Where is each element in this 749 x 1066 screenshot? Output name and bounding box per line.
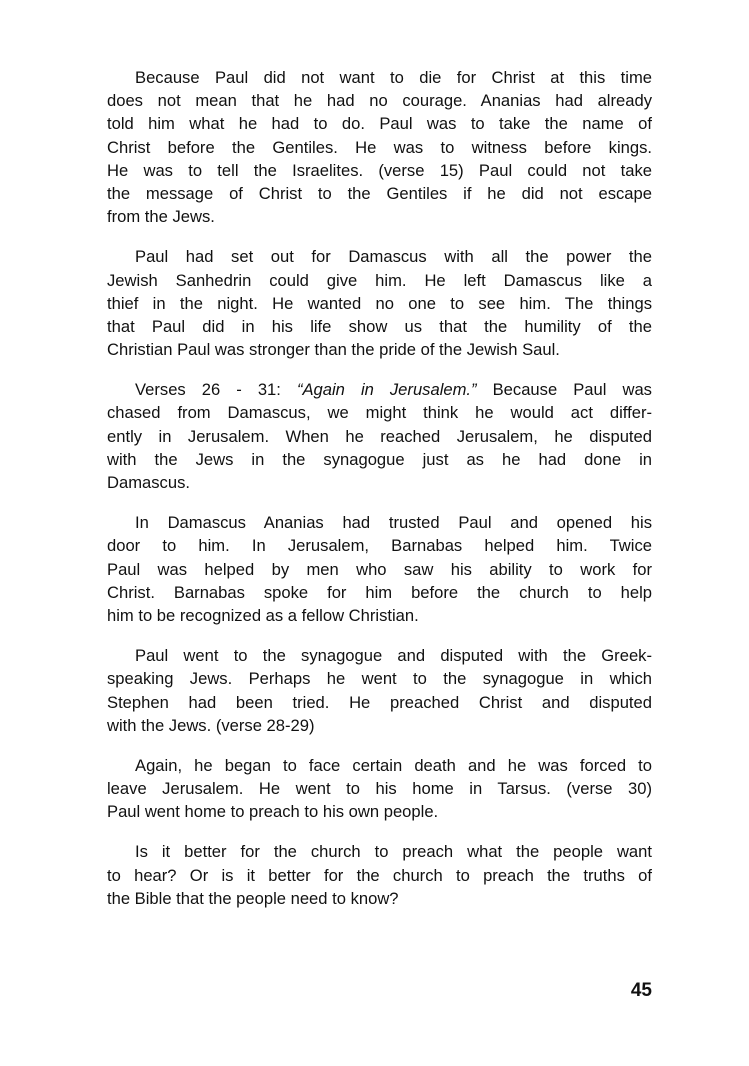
text-line bbox=[107, 667, 652, 690]
text-segment: Christ. Barnabas spoke for him before the church to help bbox=[107, 582, 652, 602]
text-segment: the Bible that the people need to know? bbox=[107, 888, 399, 908]
text-segment: ently in Jerusalem. When he reached Jerusalem, he disputed bbox=[107, 426, 652, 446]
text-line bbox=[107, 89, 652, 112]
italic-quote: “Again in Jerusalem.” bbox=[296, 380, 477, 400]
page-body bbox=[107, 66, 652, 927]
text-line bbox=[107, 159, 652, 182]
text-segment: thief in the night. He wanted no one to see him. The things bbox=[107, 293, 652, 313]
text-line bbox=[107, 754, 652, 777]
paragraph bbox=[107, 66, 652, 228]
text-segment: In Damascus Ananias had trusted Paul and opened his bbox=[135, 513, 652, 533]
paragraph bbox=[107, 245, 652, 361]
text-segment: with the Jews. (verse 28-29) bbox=[107, 715, 315, 735]
text-line bbox=[107, 691, 652, 714]
text-line bbox=[107, 66, 652, 89]
text-segment: him to be recognized as a fellow Christian. bbox=[107, 605, 419, 625]
text-line bbox=[107, 136, 652, 159]
text-line bbox=[107, 840, 652, 863]
text-segment: told him what he had to do. Paul was to take the name of bbox=[107, 114, 652, 134]
text-line bbox=[107, 401, 652, 424]
text-line bbox=[107, 378, 652, 401]
text-segment: Is it better for the church to preach what the people want bbox=[135, 842, 652, 862]
text-line bbox=[107, 425, 652, 448]
text-segment: speaking Jews. Perhaps he went to the synagogue in which bbox=[107, 669, 652, 689]
page-number: 45 bbox=[630, 980, 652, 1001]
text-line bbox=[107, 205, 652, 228]
text-segment: leave Jerusalem. He went to his home in Tarsus. (verse 30) bbox=[107, 779, 652, 799]
text-segment: Christ before the Gentiles. He was to witness before kings. bbox=[107, 137, 652, 157]
text-line bbox=[107, 777, 652, 800]
text-line bbox=[107, 315, 652, 338]
text-line bbox=[107, 644, 652, 667]
text-line bbox=[107, 604, 652, 627]
text-line bbox=[107, 511, 652, 534]
text-segment: Paul went home to preach to his own people. bbox=[107, 802, 439, 822]
text-segment: Because Paul was bbox=[476, 380, 652, 400]
text-line bbox=[107, 471, 652, 494]
text-line bbox=[107, 292, 652, 315]
text-segment: Paul had set out for Damascus with all the power the bbox=[135, 247, 652, 267]
text-line bbox=[107, 338, 652, 361]
text-segment: from the Jews. bbox=[107, 207, 215, 227]
text-line bbox=[107, 714, 652, 737]
text-line bbox=[107, 534, 652, 557]
text-line bbox=[107, 269, 652, 292]
text-line bbox=[107, 448, 652, 471]
text-line bbox=[107, 887, 652, 910]
text-segment: Paul was helped by men who saw his ability to work for bbox=[107, 559, 652, 579]
text-segment: that Paul did in his life show us that the humility of the bbox=[107, 316, 652, 336]
text-line bbox=[107, 245, 652, 268]
text-segment: Paul went to the synagogue and disputed with the Greek- bbox=[135, 646, 652, 666]
text-segment: Again, he began to face certain death and he was forced to bbox=[135, 755, 652, 775]
text-line bbox=[107, 182, 652, 205]
paragraph bbox=[107, 840, 652, 910]
paragraph bbox=[107, 511, 652, 627]
paragraph bbox=[107, 378, 652, 494]
text-line bbox=[107, 112, 652, 135]
text-line bbox=[107, 864, 652, 887]
paragraph bbox=[107, 754, 652, 824]
text-line bbox=[107, 581, 652, 604]
paragraph bbox=[107, 644, 652, 737]
text-segment: does not mean that he had no courage. Ananias had already bbox=[107, 91, 652, 111]
text-line bbox=[107, 800, 652, 823]
text-segment: to hear? Or is it better for the church to preach the truths of bbox=[107, 865, 652, 885]
text-segment: chased from Damascus, we might think he would act differ- bbox=[107, 403, 652, 423]
text-segment: Stephen had been tried. He preached Christ and disputed bbox=[107, 692, 652, 712]
text-segment: Damascus. bbox=[107, 473, 190, 492]
text-line bbox=[107, 558, 652, 581]
text-segment: Because Paul did not want to die for Christ at this time bbox=[135, 68, 652, 87]
text-segment: with the Jews in the synagogue just as he had done in bbox=[107, 449, 652, 469]
text-segment: door to him. In Jerusalem, Barnabas helped him. Twice bbox=[107, 536, 652, 556]
text-segment: Jewish Sanhedrin could give him. He left Damascus like a bbox=[107, 270, 652, 290]
text-segment: Christian Paul was stronger than the pride of the Jewish Saul. bbox=[107, 340, 560, 360]
text-segment: the message of Christ to the Gentiles if he did not escape bbox=[107, 183, 652, 203]
text-segment: Verses 26 - 31: bbox=[135, 380, 297, 400]
text-segment: He was to tell the Israelites. (verse 15) Paul could not take bbox=[107, 160, 652, 180]
